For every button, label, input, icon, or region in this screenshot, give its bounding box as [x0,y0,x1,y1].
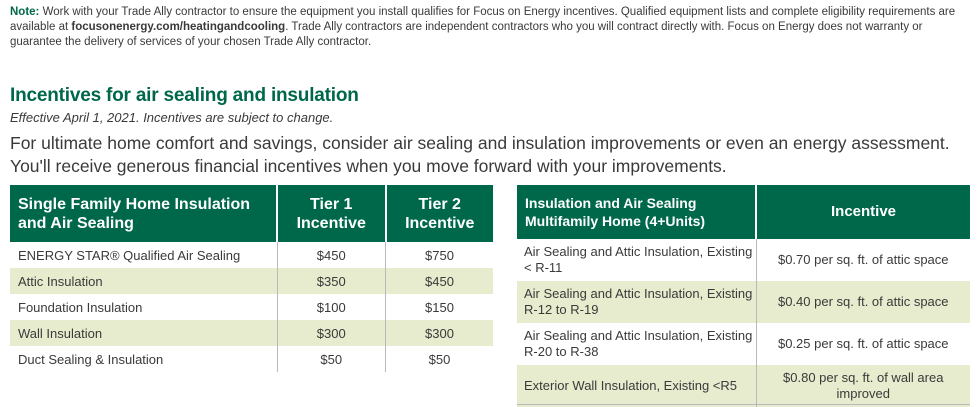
column-header-measure: Single Family Home Insulation and Air Sealing [10,185,277,242]
heating-cooling-url[interactable]: focusonenergy.com/heatingandcooling [71,21,286,33]
incentive-cell: $0.70 per sq. ft. of attic space [756,239,970,281]
intro-paragraph: For ultimate home comfort and savings, consider air sealing and insulation improvements or even an energy assessment. You'll receive generous financial incentives when you move forward with your improvements. [10,133,950,176]
table-row [10,320,493,346]
single-family-incentive-table [10,185,493,372]
incentive-cell: $0.40 per sq. ft. of attic space [756,281,970,323]
table-row [10,346,493,372]
table-row [10,268,493,294]
table-header-row [517,185,970,239]
tier-1-cell: $350 [277,268,386,294]
note-text-1: Work with your Trade Ally contractor to ensure the equipment you install qualifies for Focus on Energy incentives. Qualified equipment lists and complete eligibility requirements are available at [10,6,956,33]
tier-2-cell: $50 [386,346,494,372]
note-label: Note: [10,6,40,18]
measure-cell: Foundation Insulation [18,299,143,315]
eligibility-note [10,5,970,50]
measure-cell: ENERGY STAR® Qualified Air Sealing [18,247,241,263]
table-row [517,365,970,407]
effective-date: Effective April 1, 2021. Incentives are subject to change. [10,110,334,125]
tier-2-cell: $150 [386,294,494,320]
multifamily-incentive-table [517,185,970,407]
incentive-cell: $0.25 per sq. ft. of attic space [756,323,970,365]
column-header-measure: Insulation and Air Sealing Multifamily Home (4+Units) [517,185,756,239]
tier-1-cell: $300 [277,320,386,346]
tier-1-cell: $450 [277,242,386,268]
table-row [10,242,493,268]
column-header-tier-2: Tier 2 Incentive [386,185,494,242]
measure-cell: Exterior Wall Insulation, Existing <R5 [517,365,756,407]
measure-cell: Duct Sealing & Insulation [18,351,164,367]
measure-cell: Air Sealing and Attic Insulation, Existing < R-11 [524,244,753,275]
table-row [517,239,970,281]
section-title: Incentives for air sealing and insulation [10,85,359,106]
measure-cell: Air Sealing and Attic Insulation, Existing R-12 to R-19 [517,281,756,323]
column-header-incentive: Incentive [756,185,970,239]
tier-2-cell: $300 [386,320,494,346]
column-header-tier-1: Tier 1 Incentive [277,185,386,242]
table-row [10,294,493,320]
measure-cell: Attic Insulation [10,268,277,294]
table-row [517,281,970,323]
note-text-2: . Trade Ally contractors are independent contractors who you will contract directly with. Focus on Energy does not warranty or guarantee the delivery of services of your chosen Trade Ally contractor. [10,21,923,48]
tier-2-cell: $750 [386,242,494,268]
table-row [517,323,970,365]
measure-cell: Air Sealing and Attic Insulation, Existing R-20 to R-38 [524,328,753,359]
table-bottom-rule [517,404,970,405]
table-header-row [10,185,493,242]
incentive-cell: $0.80 per sq. ft. of wall area improved [756,365,970,407]
tier-1-cell: $100 [277,294,386,320]
tier-2-cell: $450 [386,268,494,294]
measure-cell: Wall Insulation [10,320,277,346]
tier-1-cell: $50 [277,346,386,372]
